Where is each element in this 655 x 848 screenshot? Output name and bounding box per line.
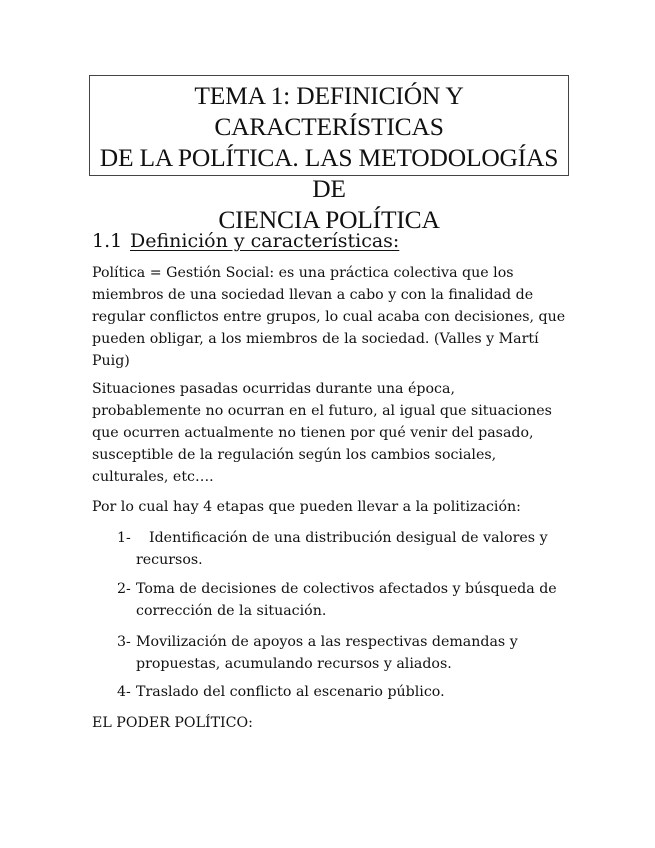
stage-item-1 — [117, 527, 577, 571]
stage-text: recursos. — [136, 552, 203, 568]
stage-text: propuestas, acumulando recursos y aliados. — [136, 656, 452, 672]
stage-marker: 2- — [117, 581, 131, 597]
paragraph-situations — [92, 378, 577, 488]
paragraph-stages-intro — [92, 496, 577, 518]
paragraph-line: susceptible de la regulación según los cambios sociales, — [92, 447, 497, 463]
paragraph-line: pueden obligar, a los miembros de la sociedad. (Valles y Martí — [92, 331, 539, 347]
stage-text: Movilización de apoyos a las respectivas demandas y — [136, 634, 518, 650]
stage-text: corrección de la situación. — [136, 603, 327, 619]
section-number: 1.1 — [92, 230, 123, 252]
section-title: Definición y características: — [130, 230, 400, 252]
paragraph-line: Por lo cual hay 4 etapas que pueden llevar a la politización: — [92, 499, 521, 515]
stage-marker: 4- — [117, 684, 131, 700]
title-line-1: TEMA 1: DEFINICIÓN Y CARACTERÍSTICAS — [194, 81, 464, 141]
paragraph-line: Situaciones pasadas ocurridas durante una época, — [92, 381, 455, 397]
paragraph-definition — [92, 262, 577, 372]
stage-text: Identificación de una distribución desigual de valores y — [149, 530, 548, 546]
stage-marker: 3- — [117, 634, 131, 650]
paragraph-line: probablemente no ocurran en el futuro, al igual que situaciones — [92, 403, 552, 419]
title-line-3: CIENCIA POLÍTICA — [218, 205, 440, 234]
section-heading — [92, 228, 399, 254]
paragraph-line: Política = Gestión Social: es una práctica colectiva que los — [92, 265, 514, 281]
paragraph-line: miembros de una sociedad llevan a cabo y con la finalidad de — [92, 287, 534, 303]
stage-item-2 — [117, 578, 577, 622]
paragraph-line: Puig) — [92, 353, 130, 369]
stage-text: Traslado del conflicto al escenario público. — [136, 684, 445, 700]
title-box — [89, 75, 569, 234]
stage-item-4 — [117, 681, 577, 703]
paragraph-line: culturales, etc…. — [92, 469, 214, 485]
paragraph-line: regular conflictos entre grupos, lo cual acaba con decisiones, que — [92, 309, 566, 325]
stage-item-3 — [117, 631, 577, 675]
paragraph-line: que ocurren actualmente no tienen por qué venir del pasado, — [92, 425, 534, 441]
stage-marker: 1- — [117, 530, 131, 546]
subheading-political-power: EL PODER POLÍTICO: — [92, 715, 253, 731]
stage-text: Toma de decisiones de colectivos afectados y búsqueda de — [136, 581, 557, 597]
title-line-2: DE LA POLÍTICA. LAS METODOLOGÍAS DE — [99, 143, 559, 203]
